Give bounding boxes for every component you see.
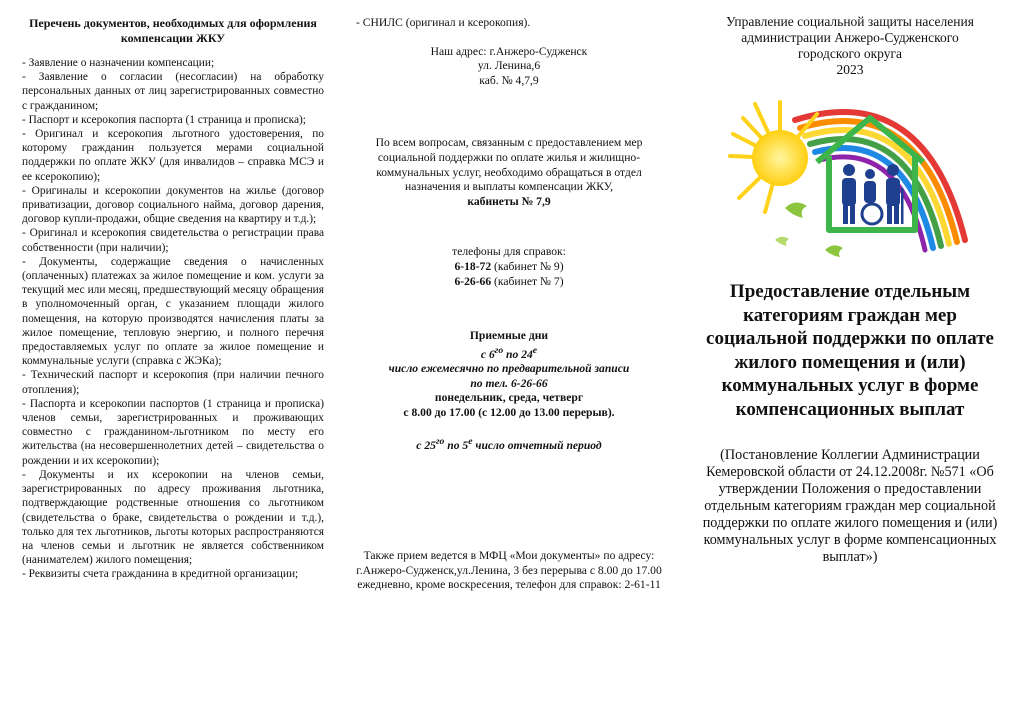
address-line: Наш адрес: г.Анжеро-Судженск [430,44,588,58]
cover-column [690,0,1010,724]
phones-label: телефоны для справок: [452,245,566,259]
sun-rainbow-house-family-icon [725,90,975,260]
period-to-sup: е [468,435,473,447]
header-line: администрации Анжеро-Судженского [741,30,959,45]
family-icon [842,164,904,224]
logo-graphic [725,90,975,260]
contacts-column [348,0,670,724]
reception-title: Приемные дни [469,329,549,343]
reception-days: понедельник, среда, четверг [434,391,584,405]
list-item: - Документы, содержащие сведения о начисленных (оплаченных) платежах за жилое помещение и ком. услуги за текущий мес или месяц, предшествующий месяцу обращения в уполномоченный орган, с указанием площади жилого помещения, на которую производятся начисления платы за жилое помещение, тепловую энергию, и полного перечня предоставляемых услуг по оплате за жилое помещение и коммунальные услуги (справка с ЖЭКа); [22,255,324,368]
address-block [348,45,670,89]
questions-text: По всем вопросам, связанным с предоставлением мер социальной поддержки по оплате жилья и жилищно-коммунальных услуг, необходимо обращаться в отдел назначения и выплаты компенсации ЖКУ, [375,136,643,194]
reception-to: по 24 [503,347,533,361]
list-item: - Паспорт и ксерокопия паспорта (1 страница и прописка); [22,113,306,126]
reception-from-sup: го [494,344,504,356]
phones-block [348,245,670,289]
header-line: городского округа [797,46,903,61]
reception-block [348,329,670,420]
sun-icon [752,130,808,186]
period-from-sup: го [435,435,445,447]
list-item: - Заявление о согласии (несогласии) на обработку персональных данных от лиц зарегистрированных совместно с гражданином; [22,71,324,112]
documents-list [22,56,324,582]
period-from: с 25 [416,438,436,452]
phone-number: 6-18-72 [454,259,492,273]
list-item: - Оригиналы и ксерокопии документов на жилье (договор приватизации, договор социального найма, договор дарения, договор купли-продажи, общие сведения на квартиру и т.д.); [22,184,324,226]
organization-header [690,14,1010,78]
reception-phone: по тел. 6-26-66 [470,376,548,390]
questions-block [348,136,670,209]
phone-line [348,260,670,275]
phone-note: (кабинет № 9) [491,259,564,273]
list-item: - Паспорта и ксерокопии паспортов (1 страница и прописка) членов семьи, зарегистрированных и проживающих совместно с гражданином-льготником по месту его жительства (на несовершеннолетних детей – свидетельства о рождении и их ксерокопии); [22,397,324,467]
list-item: - Документы и их ксерокопии на членов семьи, зарегистрированных по адресу проживания льготника, подтверждающие родственные отношения со льготником (свидетельства о браке, свидетельства о рождении и т.д.), только для тех льготников, льготы которых распространяются на членов семьи и льготник не является собственником (нанимателем) жилого помещения; [22,468,324,567]
documents-column [22,0,324,724]
mfc-info: Также прием ведется в МФЦ «Мои документы» по адресу: г.Анжеро-Судженск,ул.Ленина, 3 без перерыва с 8.00 до 17.00 ежедневно, кроме воскресения, телефон для справок: 2-61-11 [356,549,662,592]
reception-to-sup: е [532,344,538,356]
phone-number: 6-26-66 [454,274,492,288]
reception-from: с 6 [480,347,495,361]
snils-item: - СНИЛС (оригинал и ксерокопия). [356,16,531,29]
list-item: - Оригинал и ксерокопия льготного удостоверения, по которому гражданин пользуется мерами социальной поддержки по оплате ЖКУ (для инвалидов – справка МСЭ и ее ксерокопию); [22,128,324,183]
period-to: по 5 [444,438,469,452]
reception-hours: с 8.00 до 17.00 (с 12.00 до 13.00 перерыв). [403,405,615,419]
brochure-title: Предоставление отдельным категориям граждан мер социальной поддержки по оплате жилого помещения и (или) коммунальных услуг в форме компенсационных выплат [706,281,994,420]
reception-monthly: число ежемесячно по предварительной записи [388,362,630,376]
list-item: - Технический паспорт и ксерокопия (при наличии печного отопления); [22,369,324,396]
reporting-period [348,435,670,453]
period-label: число отчетный период [472,438,602,452]
decree-reference: (Постановление Коллегии Администрации Кемеровской области от 24.12.2008г. №571 «Об утверждении Положения о предоставлении отдельным категориям граждан мер социальной поддержки по оплате жилого помещения и (или) коммунальных услуг в форме компенсационных выплат») [702,447,998,565]
address-line: ул. Ленина,6 [477,59,541,73]
documents-title: Перечень документов, необходимых для оформления компенсации ЖКУ [29,16,317,45]
list-item: - Заявление о назначении компенсации; [22,57,215,69]
list-item: - Оригинал и ксерокопия свидетельства о регистрации права собственности (при наличии); [22,227,324,254]
phone-line [348,275,670,290]
header-line: Управление социальной защиты населения [726,14,974,29]
list-item: - Реквизиты счета гражданина в кредитной организации; [22,568,299,581]
questions-cabinets: кабинеты № 7,9 [467,194,551,208]
reception-range [348,344,670,362]
address-line: каб. № 4,7,9 [479,73,539,87]
header-year: 2023 [836,62,864,77]
phone-note: (кабинет № 7) [491,274,564,288]
